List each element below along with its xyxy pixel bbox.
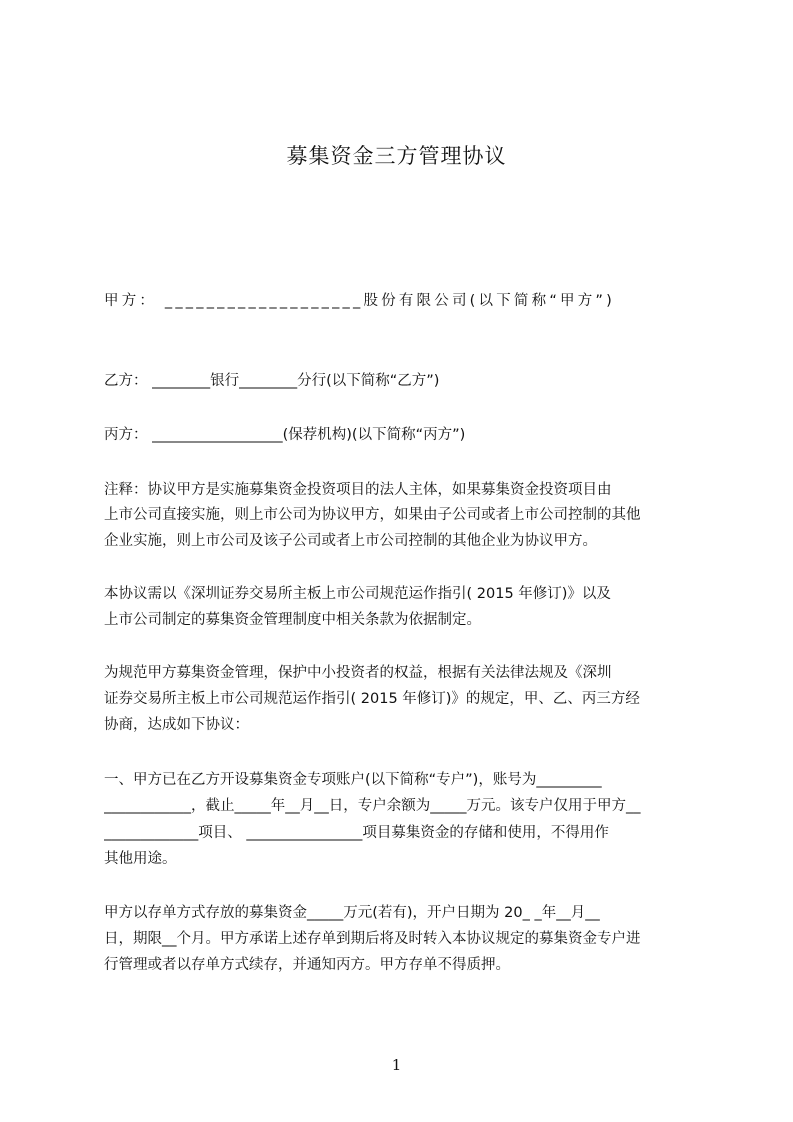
basis-line: 上市公司制定的募集资金管理制度中相关条款为依据制定。 bbox=[104, 612, 481, 628]
deposit-line: 行管理或者以存单方式续存，并通知丙方。甲方存单不得质押。 bbox=[104, 957, 510, 973]
preamble-line: 证券交易所主板上市公司规范运作指引( 2015 年修订)》的规定，甲、乙、丙三方经 bbox=[104, 691, 640, 707]
party-c-line: 丙方： __________________(保荐机构)(以下简称“丙方”) bbox=[104, 427, 466, 443]
party-a-line: 甲方： ___________________股份有限公司(以下简称“甲方”) bbox=[104, 293, 615, 309]
clause-1-line: ____________，截止_____年__月__日，专户余额为_____万元。该专户仅用于甲方__ bbox=[104, 798, 641, 814]
preamble-line: 协商，达成如下协议： bbox=[104, 717, 249, 733]
deposit-line: 日，期限__个月。甲方承诺上述存单到期后将及时转入本协议规定的募集资金专户进 bbox=[104, 931, 641, 947]
preamble-line: 为规范甲方募集资金管理，保护中小投资者的权益，根据有关法律法规及《深圳 bbox=[104, 665, 612, 681]
party-b-line: 乙方： ________银行________分行(以下简称“乙方”) bbox=[104, 373, 440, 389]
basis-line: 本协议需以《深圳证券交易所主板上市公司规范运作指引( 2015 年修订)》以及 bbox=[104, 586, 611, 602]
deposit-line: 甲方以存单方式存放的募集资金_____万元(若有)，开户日期为 20_ _年__月__ bbox=[104, 905, 600, 921]
clause-1-line: _____________项目、 ________________项目募集资金的存储和使用，不得用作 bbox=[104, 825, 609, 841]
document-title: 募集资金三方管理协议 bbox=[286, 144, 507, 168]
note-line: 注释：协议甲方是实施募集资金投资项目的法人主体，如果募集资金投资项目由 bbox=[104, 482, 612, 498]
note-line: 上市公司直接实施，则上市公司为协议甲方，如果由子公司或者上市公司控制的其他 bbox=[104, 507, 641, 523]
note-line: 企业实施，则上市公司及该子公司或者上市公司控制的其他企业为协议甲方。 bbox=[104, 533, 597, 549]
clause-1-line: 其他用途。 bbox=[104, 851, 177, 867]
clause-1-line: 一、甲方已在乙方开设募集资金专项账户(以下简称“专户”)，账号为_________ bbox=[104, 772, 602, 788]
page-number: 1 bbox=[391, 1056, 402, 1074]
